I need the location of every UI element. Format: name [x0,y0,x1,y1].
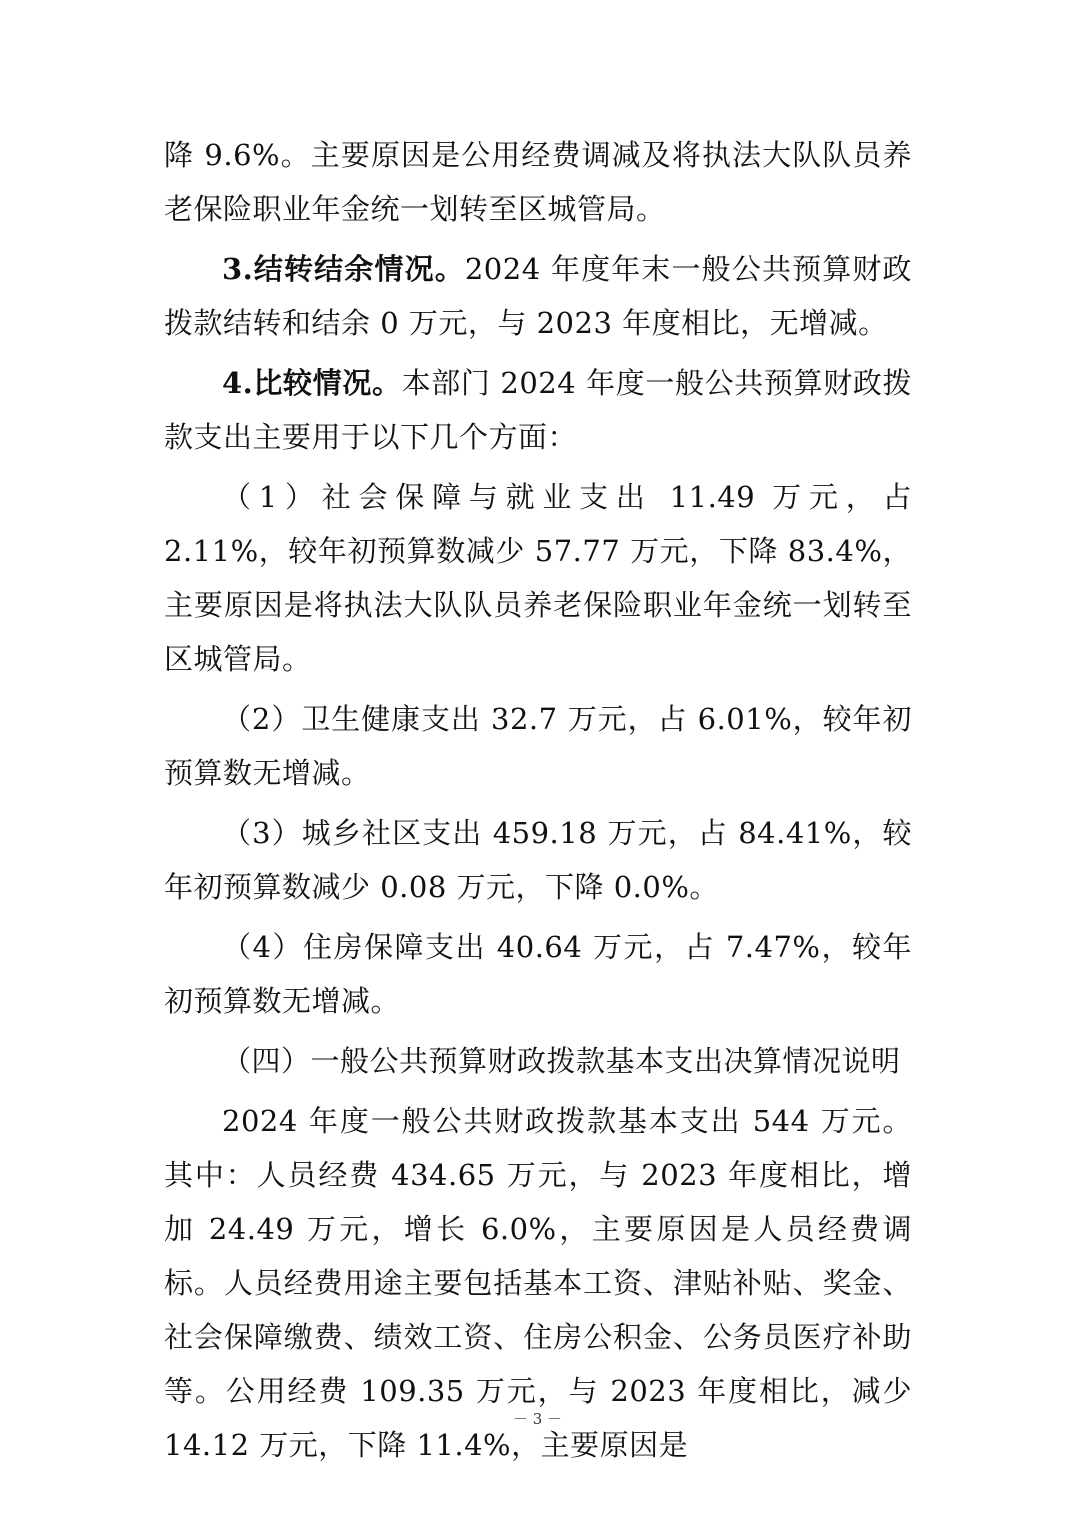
paragraph-basic-expenditure: 2024 年度一般公共财政拨款基本支出 544 万元。其中：人员经费 434.65 万元，与 2023 年度相比，增加 24.49 万元，增长 6.0%，主要原因是人员经费调标。人员经费用途主要包括基本工资、津贴补贴、奖金、社会保障缴费、绩效工资、住房公积金、公务员医疗补助等。公用经费 109.35 万元，与 2023 年度相比，减少 14.12 万元，下降 11.4%，主要原因是 [164,1104,912,1462]
paragraph-lead-comparison: 4.比较情况。 [222,366,402,400]
paragraph-comparison [164,356,912,464]
paragraph-body-carryover: 2024 年度年末一般公共预算财政拨款结转和结余 0 万元，与 2023 年度相比，无增减。 [164,252,912,340]
list-item-health: （2）卫生健康支出 32.7 万元，占 6.01%，较年初预算数无增减。 [164,702,912,790]
paragraph-body-comparison: 本部门 2024 年度一般公共预算财政拨款支出主要用于以下几个方面： [164,366,912,454]
paragraph-continuation: 降 9.6%。主要原因是公用经费调减及将执法大队队员养老保险职业年金统一划转至区城管局。 [164,138,912,226]
paragraph-carryover [164,242,912,350]
section-heading: （四）一般公共预算财政拨款基本支出决算情况说明 [222,1044,901,1078]
page-number: － 3 － [512,1410,563,1428]
list-item-housing: （4）住房保障支出 40.64 万元，占 7.47%，较年初预算数无增减。 [164,930,912,1018]
list-item-social-security: （1）社会保障与就业支出 11.49 万元，占 2.11%，较年初预算数减少 57.77 万元，下降 83.4%，主要原因是将执法大队队员养老保险职业年金统一划转至区城管局。 [164,480,912,676]
paragraph-lead-carryover: 3.结转结余情况。 [222,252,465,286]
document-body [164,128,912,1478]
list-item-urban-rural: （3）城乡社区支出 459.18 万元，占 84.41%，较年初预算数减少 0.08 万元，下降 0.0%。 [164,816,912,904]
